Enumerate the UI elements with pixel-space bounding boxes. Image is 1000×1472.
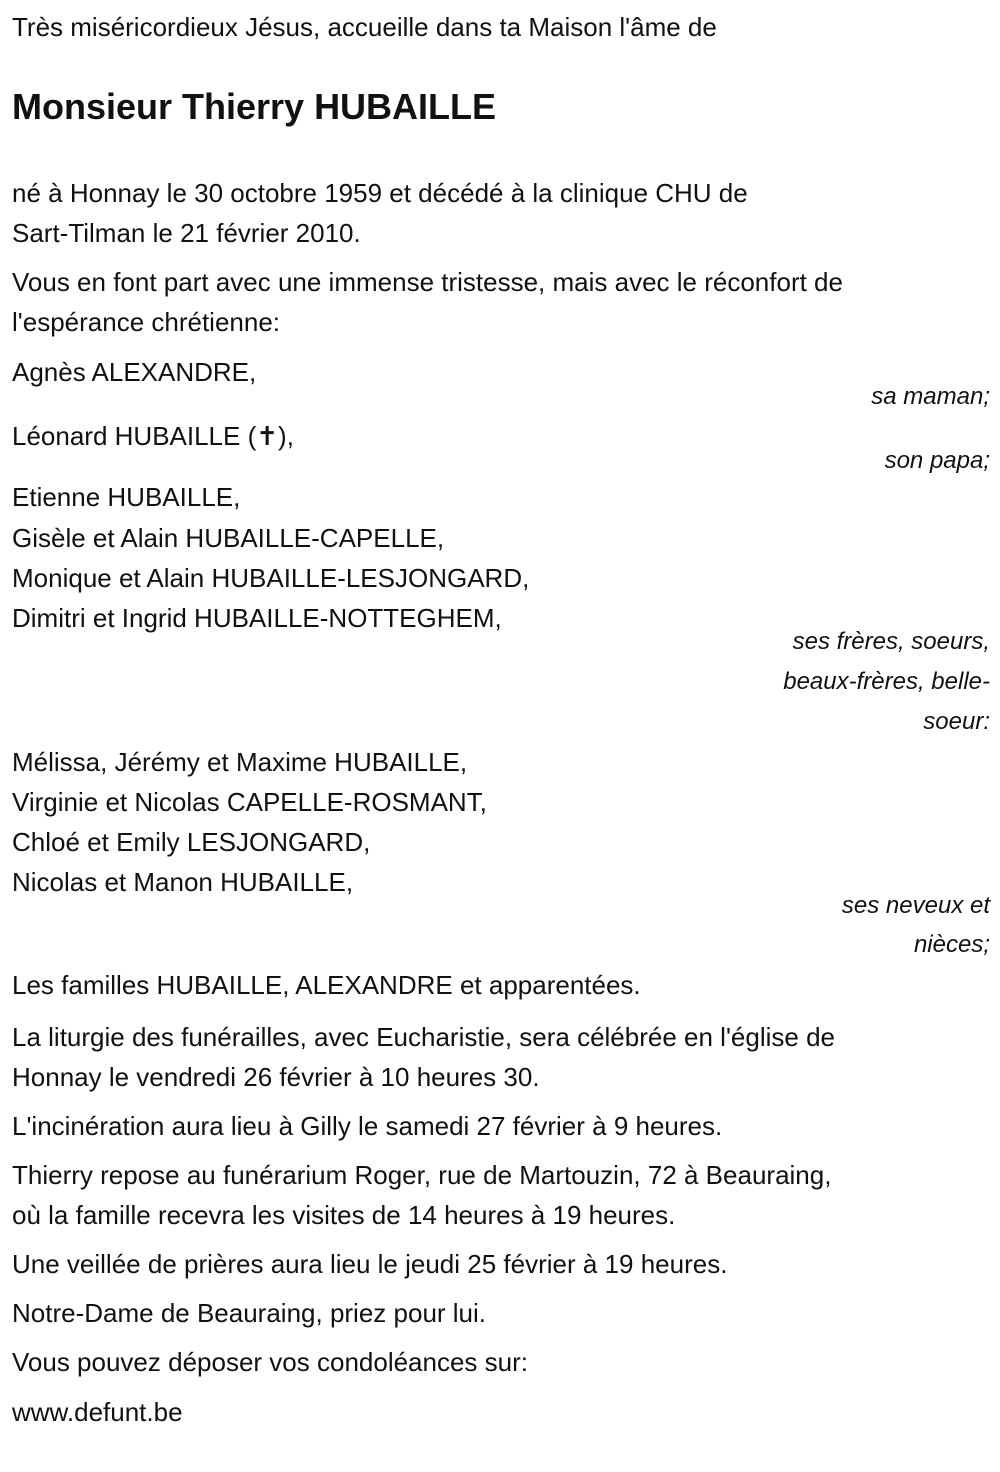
- nephews-relation: ses neveux et: [841, 892, 990, 919]
- page-title: Monsieur Thierry HUBAILLE: [12, 86, 497, 127]
- nephews-relation: nièces;: [913, 931, 990, 958]
- mother-name: Agnès ALEXANDRE,: [12, 357, 257, 387]
- liturgy-line: La liturgie des funérailles, avec Eucharistie, sera célébrée en l'église de: [12, 1022, 835, 1052]
- condolences-line: Vous pouvez déposer vos condoléances sur:: [12, 1347, 529, 1377]
- intro-text: Très miséricordieux Jésus, accueille dans ta Maison l'âme de: [12, 12, 717, 42]
- nephew-name: Chloé et Emily LESJONGARD,: [12, 827, 371, 857]
- father-relation: son papa;: [884, 447, 990, 474]
- nephew-name: Mélissa, Jérémy et Maxime HUBAILLE,: [12, 747, 468, 777]
- sibling-name: Etienne HUBAILLE,: [12, 482, 241, 512]
- sibling-name: Gisèle et Alain HUBAILLE-CAPELLE,: [12, 523, 445, 553]
- announce-line: l'espérance chrétienne:: [12, 307, 281, 337]
- father-name: Léonard HUBAILLE (✝),: [12, 421, 294, 451]
- liturgy-line: Honnay le vendredi 26 février à 10 heures 30.: [12, 1062, 540, 1092]
- nephew-name: Virginie et Nicolas CAPELLE-ROSMANT,: [12, 787, 487, 817]
- nephew-name: Nicolas et Manon HUBAILLE,: [12, 867, 354, 897]
- rest-line: Thierry repose au funérarium Roger, rue de Martouzin, 72 à Beauraing,: [12, 1160, 832, 1190]
- prayer-line: Notre-Dame de Beauraing, priez pour lui.: [12, 1298, 487, 1328]
- announce-line: Vous en font part avec une immense tristesse, mais avec le réconfort de: [12, 267, 843, 297]
- families-line: Les familles HUBAILLE, ALEXANDRE et apparentées.: [12, 970, 641, 1000]
- siblings-relation: beaux-frères, belle-: [783, 668, 990, 695]
- website-link[interactable]: www.defunt.be: [12, 1397, 183, 1427]
- sibling-name: Monique et Alain HUBAILLE-LESJONGARD,: [12, 563, 530, 593]
- rest-line: où la famille recevra les visites de 14 heures à 19 heures.: [12, 1200, 676, 1230]
- vigil-line: Une veillée de prières aura lieu le jeudi 25 février à 19 heures.: [12, 1249, 728, 1279]
- cremation-line: L'incinération aura lieu à Gilly le samedi 27 février à 9 heures.: [12, 1111, 723, 1141]
- siblings-relation: ses frères, soeurs,: [792, 628, 990, 655]
- mother-relation: sa maman;: [871, 383, 990, 410]
- siblings-relation: soeur:: [923, 708, 990, 735]
- sibling-name: Dimitri et Ingrid HUBAILLE-NOTTEGHEM,: [12, 603, 502, 633]
- birth-line: né à Honnay le 30 octobre 1959 et décédé à la clinique CHU de: [12, 178, 748, 208]
- birth-line: Sart-Tilman le 21 février 2010.: [12, 218, 361, 248]
